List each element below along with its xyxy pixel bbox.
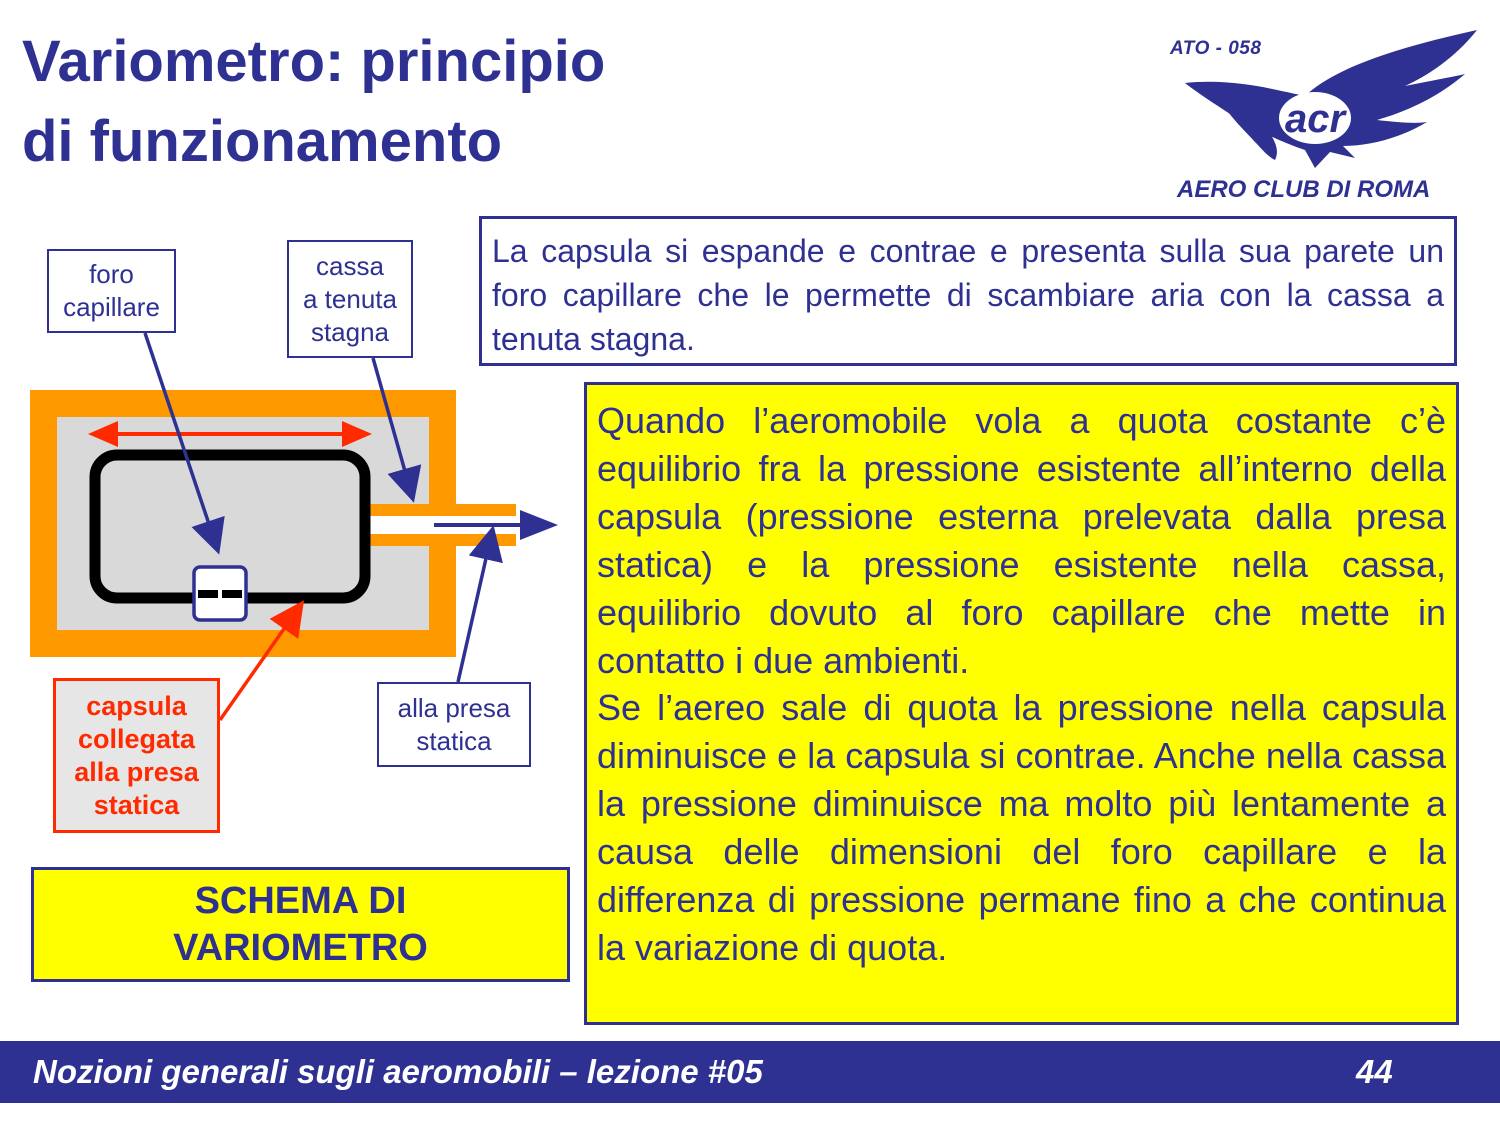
- capillary-hole: [194, 567, 246, 620]
- logo-name: AERO CLUB DI ROMA: [1177, 176, 1431, 203]
- capsule-info-box: La capsula si espande e contrae e presenta sulla sua parete un foro capillare che le permette di scambiare aria con la cassa a tenuta stagna.: [479, 216, 1457, 366]
- footer-course-title: Nozioni generali sugli aeromobili – lezione #05: [33, 1053, 763, 1090]
- static-pipe-bore: [340, 516, 516, 534]
- schema-caption: [31, 867, 570, 982]
- explanation-paragraph-2: Se l’aereo sale di quota la pressione nella capsula diminuisce e la capsula si contrae. Anche nella cassa la pressione diminuisce ma molto più lentamente a causa delle dimensioni del foro capillare e la differenza di pressione permane fino a che continua la variazione di quota.: [597, 687, 1446, 968]
- aero-club-logo: [1165, 28, 1485, 213]
- pointer-capsula: [220, 606, 300, 720]
- label-foro-line-1: foro: [89, 259, 134, 289]
- capillary-gap: [198, 590, 242, 598]
- title-line-2: di funzionamento: [22, 109, 503, 174]
- label-capsula-line-1: capsula: [86, 690, 187, 721]
- label-cassa-line-1: cassa: [316, 250, 384, 281]
- pointer-foro: [145, 333, 217, 548]
- expansion-arrow-left: [88, 421, 118, 447]
- capsule: [95, 455, 365, 598]
- title-line-1: Variometro: principio: [22, 29, 606, 94]
- label-capsula-line-4: statica: [93, 789, 180, 820]
- explanation-box: [584, 382, 1459, 1025]
- label-foro-line-2: capillare: [63, 292, 160, 322]
- schema-line-2: VARIOMETRO: [173, 926, 428, 969]
- slide-title: [22, 22, 922, 182]
- label-cassa-line-3: stagna: [310, 316, 390, 347]
- label-capillary-hole: [47, 249, 176, 333]
- footer-bar: [0, 1041, 1500, 1103]
- pointer-cassa: [373, 358, 412, 496]
- static-pipe: [340, 504, 516, 546]
- case-interior: [57, 417, 429, 630]
- explanation-paragraph-1: Quando l’aeromobile vola a quota costante c’è equilibrio fra la pressione esistente all’interno della capsula (pressione esterna prelevata dalla presa statica) e la pressione esistente nella cassa, equilibrio dovuto al foro capillare che mette in contatto i due ambienti.: [597, 400, 1446, 681]
- pointer-presa: [458, 532, 492, 682]
- sealed-case: [30, 390, 456, 657]
- schema-line-1: SCHEMA DI: [194, 879, 407, 922]
- label-capsula-line-3: alla presa: [74, 756, 199, 787]
- expansion-arrow-right: [342, 421, 372, 447]
- logo-code: ATO - 058: [1170, 38, 1262, 59]
- page-number: 44: [1356, 1053, 1393, 1090]
- label-presa-line-1: alla presa: [397, 692, 511, 723]
- pipe-flow-arrowhead: [520, 510, 558, 540]
- logo-monogram: acr: [1284, 97, 1346, 141]
- label-static-port: [377, 682, 531, 767]
- label-capsule: [53, 678, 220, 833]
- label-sealed-case: [287, 240, 413, 358]
- label-capsula-line-2: collegata: [77, 723, 196, 754]
- label-presa-line-2: statica: [416, 725, 492, 756]
- label-cassa-line-2: a tenuta: [303, 283, 397, 314]
